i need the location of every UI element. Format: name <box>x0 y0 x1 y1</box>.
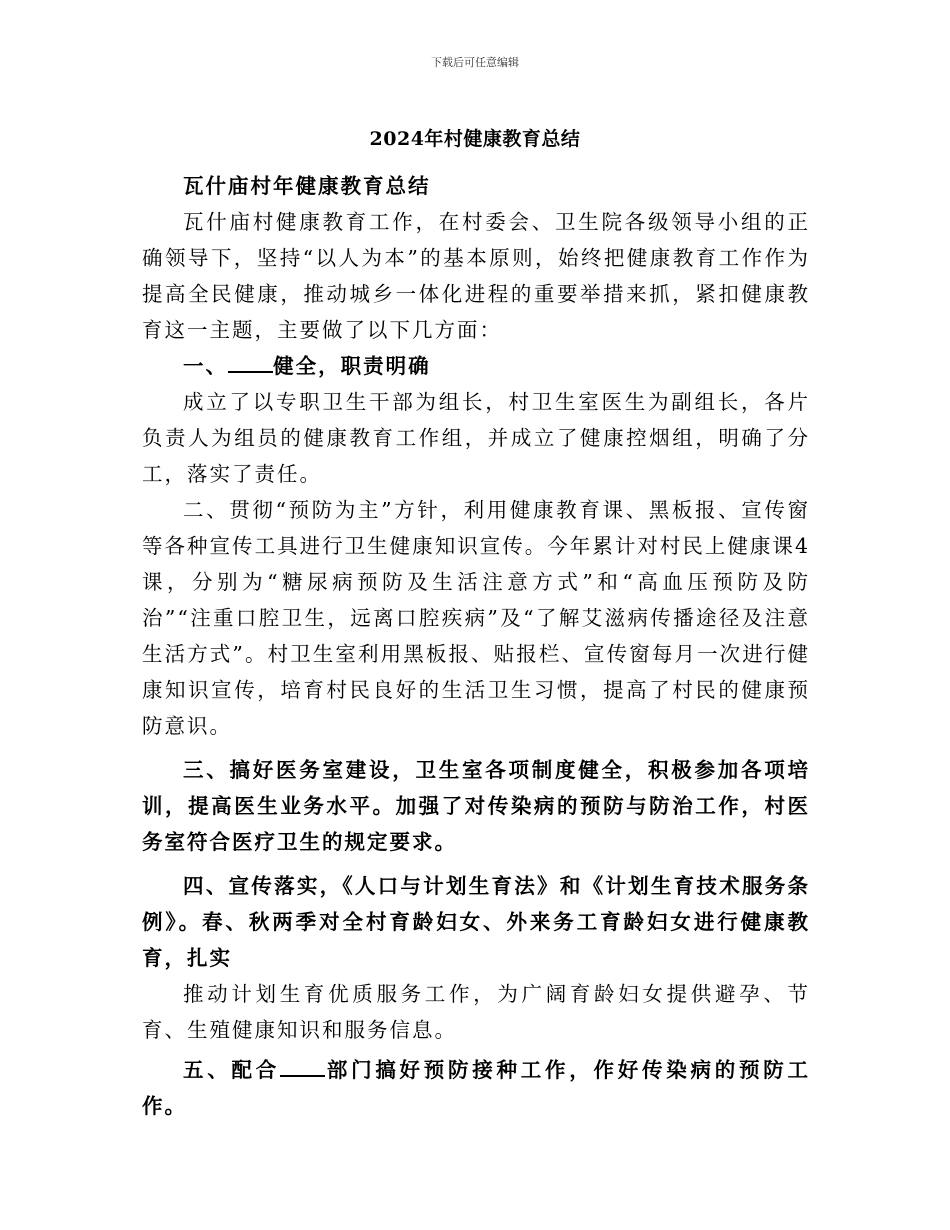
paragraph-intro: 瓦什庙村健康教育工作，在村委会、卫生院各级领导小组的正确领导下，坚持“以人为本”的基本原则，始终把健康教育工作作为提高全民健康，推动城乡一体化进程的重要举措来抓，紧扣健康教育这一主题，主要做了以下几方面： <box>142 210 810 342</box>
document-body <box>142 168 810 1124</box>
paragraph-section-1-heading <box>142 348 810 384</box>
paragraph-section-2: 二、贯彻“预防为主”方针，利用健康教育课、黑板报、宣传窗等各种宣传工具进行卫生健康知识宣传。今年累计对村民上健康课4课，分别为“糖尿病预防及生活注意方式”和“高血压预防及防治”“注重口腔卫生，远离口腔疾病”及“了解艾滋病传播途径及注意生活方式”。村卫生室利用黑板报、贴报栏、宣传窗每月一次进行健康知识宣传，培育村民良好的生活卫生习惯，提高了村民的健康预防意识。 <box>142 498 810 738</box>
section-5-text: 部门搞好预防接种工作，作好传染病的预防工作。 <box>142 1058 810 1118</box>
paragraph-section-4-body: 推动计划生育优质服务工作，为广阔育龄妇女提供避孕、节育、生殖健康知识和服务信息。 <box>142 982 810 1042</box>
paragraph-subtitle: 瓦什庙村年健康教育总结 <box>183 174 431 198</box>
paragraph-section-1-body: 成立了以专职卫生干部为组长，村卫生室医生为副组长，各片负责人为组员的健康教育工作组，并成立了健康控烟组，明确了分工，落实了责任。 <box>142 390 810 486</box>
blank-underline <box>228 353 273 373</box>
section-5-prefix: 五、配合 <box>183 1058 280 1082</box>
section-1-text: 健全，职责明确 <box>273 354 431 378</box>
header-note: 下载后可任意编辑 <box>431 56 519 69</box>
paragraph-section-5 <box>142 1052 810 1124</box>
paragraph-section-4: 四、宣传落实，《人口与计划生育法》和《计划生育技术服务条例》。春、秋两季对全村育龄妇女、外来务工育龄妇女进行健康教育，扎实 <box>142 874 810 970</box>
blank-underline <box>280 1057 325 1077</box>
document-title: 2024年村健康教育总结 <box>369 128 581 150</box>
paragraph-section-3: 三、搞好医务室建设，卫生室各项制度健全，积极参加各项培训，提高医生业务水平。加强了对传染病的预防与防治工作，村医务室符合医疗卫生的规定要求。 <box>142 758 810 854</box>
section-1-prefix: 一、 <box>183 354 228 378</box>
